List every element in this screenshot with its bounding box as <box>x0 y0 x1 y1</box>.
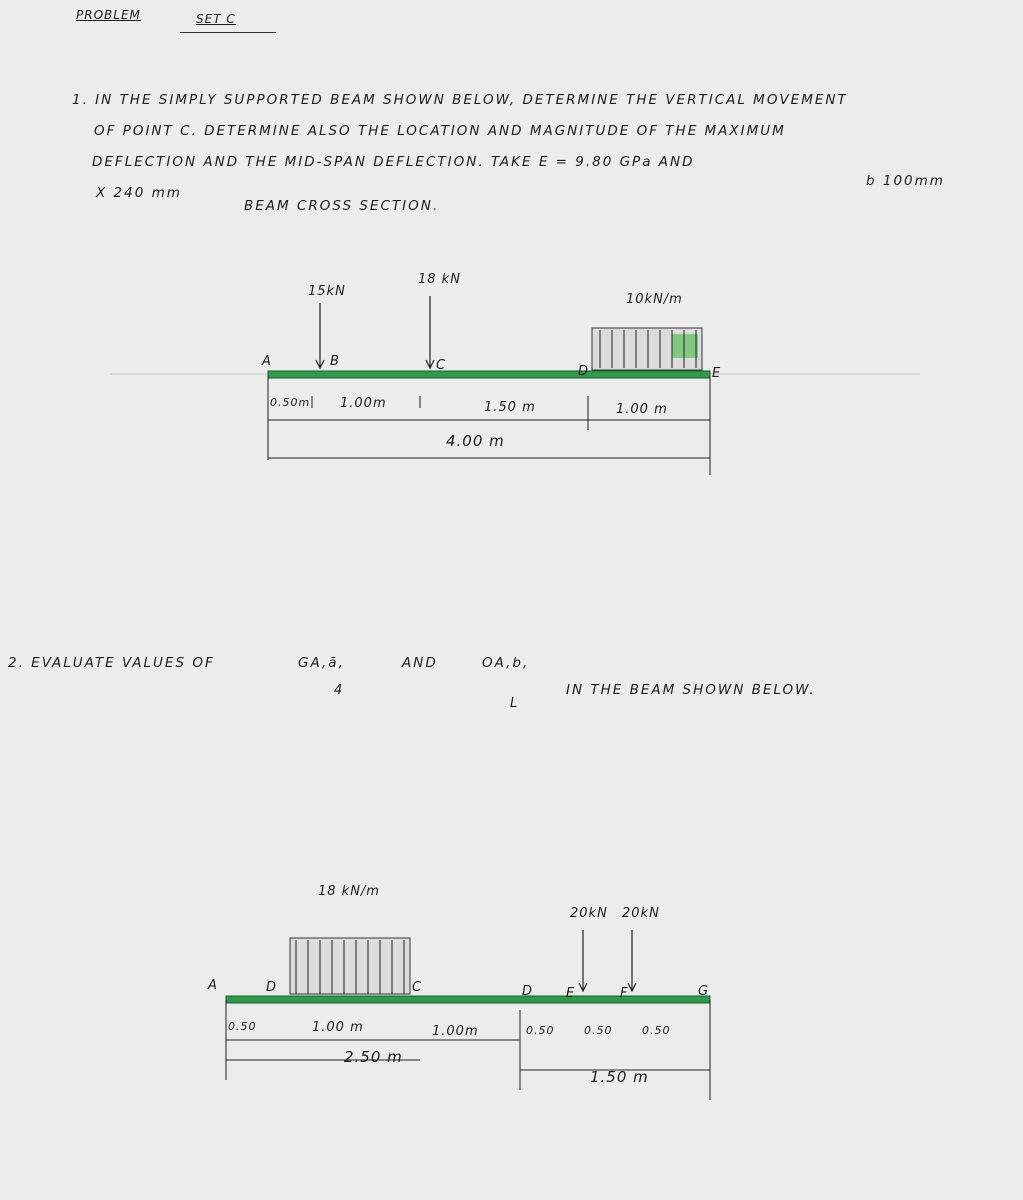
p1-line-5: BEAM CROSS SECTION. <box>244 198 440 214</box>
beam1-dim-1-50: 1.50 m <box>484 400 536 415</box>
p1-dim-b: b 100mm <box>866 173 945 189</box>
beam2-point-d2: D <box>522 984 534 999</box>
beam1-dim-1-00: 1.00m <box>340 396 387 411</box>
beam2-dim-1-00a: 1.00 m <box>312 1020 364 1035</box>
beam2-point-a: A <box>208 978 218 993</box>
beam2-dim-0-50c: 0.50 <box>642 1024 671 1037</box>
p1-line-2: OF POINT C. DETERMINE ALSO THE LOCATION AND MAGNITUDE OF THE MAXIMUM <box>94 123 786 139</box>
p2-suffix: IN THE BEAM SHOWN BELOW. <box>566 682 816 698</box>
p2-and: AND <box>402 655 438 671</box>
beam1-load-18kn: 18 kN <box>418 272 461 287</box>
beam2-dim-0-50: 0.50 <box>228 1020 257 1033</box>
beam2-load-20kn-f: 20kN <box>622 906 660 921</box>
beam1-total-length: 4.00 m <box>446 432 505 450</box>
beam2-point-g: G <box>698 984 710 999</box>
beam2-load-udl: 18 kN/m <box>318 884 380 899</box>
p2-prefix: 2. EVALUATE VALUES OF <box>8 655 215 671</box>
beam2-total-1-50: 1.50 m <box>590 1068 649 1086</box>
beam1-dim-1-00b: 1.00 m <box>616 402 668 417</box>
beam1-point-e: E <box>712 366 722 381</box>
beam1-load-15kn: 15kN <box>308 284 346 299</box>
p2-term1: GA,ā, <box>298 655 345 671</box>
beam1-point-b: B <box>330 354 340 369</box>
p2-term2-sub: L <box>510 696 519 711</box>
beam2-dim-0-50b: 0.50 <box>584 1024 613 1037</box>
beam2-dim-0-50a: 0.50 <box>526 1024 555 1037</box>
problem-label: PROBLEM <box>76 8 141 22</box>
beam1-point-d: D <box>578 364 590 379</box>
p1-line-1: 1. IN THE SIMPLY SUPPORTED BEAM SHOWN BELOW, DETERMINE THE VERTICAL MOVEMENT <box>72 92 848 108</box>
beam2-load-20kn-e: 20kN <box>570 906 608 921</box>
p2-term1-sub: 4 <box>334 683 344 698</box>
p1-line-3: DEFLECTION AND THE MID-SPAN DEFLECTION. TAKE E = 9.80 GPa AND <box>92 154 695 170</box>
beam2-total-2-50: 2.50 m <box>344 1048 403 1066</box>
p2-term2: OA,b, <box>482 655 530 671</box>
beam2-point-f: F <box>620 986 629 1001</box>
beam1-load-udl: 10kN/m <box>626 292 683 307</box>
beam1-point-a: A <box>262 354 272 369</box>
beam2-point-d1: D <box>266 980 278 995</box>
set-label: SET C <box>196 12 236 26</box>
p1-line-4: X 240 mm <box>96 185 182 201</box>
beam2-body <box>226 996 710 1003</box>
beam2-dim-1-00b: 1.00m <box>432 1024 479 1039</box>
beam1-dim-0-50: 0.50m <box>270 396 311 409</box>
beam2-point-c: C <box>412 980 423 995</box>
beam1-point-c: C <box>436 358 447 373</box>
beam2-point-e: E <box>566 986 576 1001</box>
